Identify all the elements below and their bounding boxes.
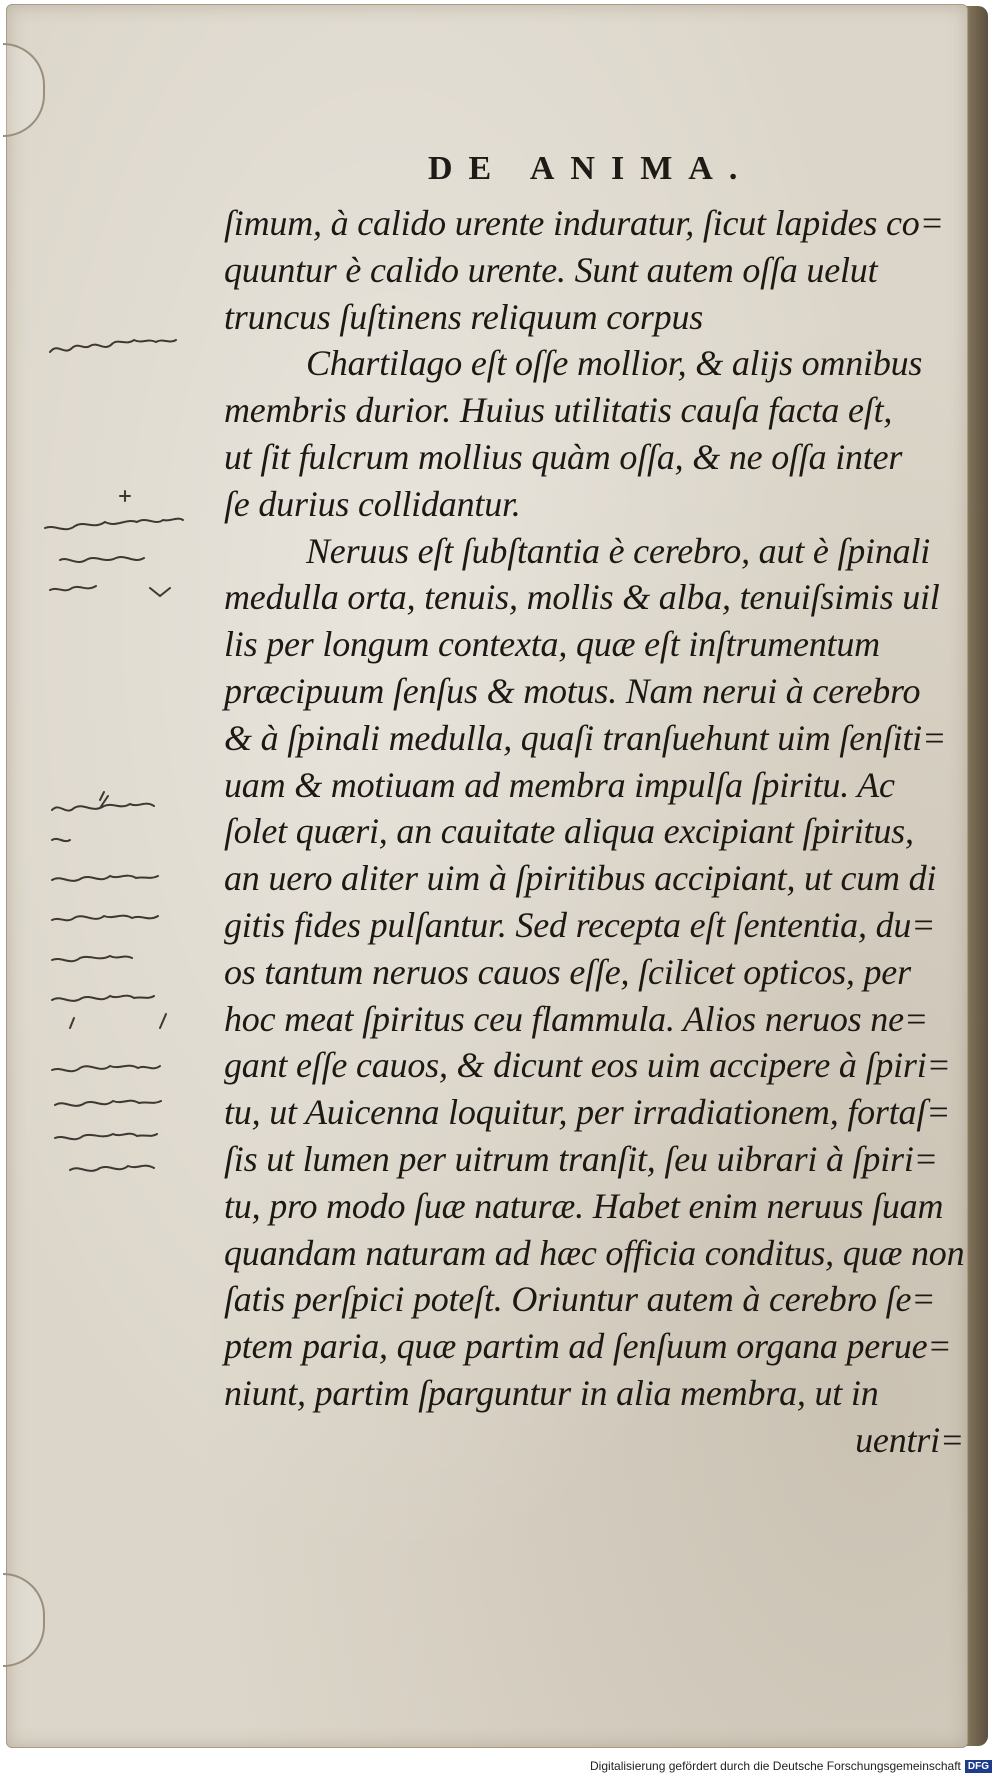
text-line: quuntur è calido urente. Sunt autem oſſa uelut: [224, 249, 878, 290]
text-line: lis per longum contexta, quæ eſt inſtrumentum: [224, 624, 880, 665]
text-line: truncus ſuſtinens reliquum corpus: [224, 296, 704, 337]
text-line: tu, ut Auicenna loquitur, per irradiationem, fortaſ=: [224, 1092, 951, 1133]
text-line: medulla orta, tenuis, mollis & alba, tenuiſsimis uil: [224, 577, 940, 618]
text-line: gitis fides pulſantur. Sed recepta eſt ſententia, du=: [224, 904, 936, 945]
text-line: hoc meat ſpiritus ceu flammula. Alios neruos ne=: [224, 998, 928, 1039]
text-line: ut ſit fulcrum mollius quàm oſſa, & ne oſſa inter: [224, 436, 903, 477]
text-line: tu, pro modo ſuæ naturæ. Habet enim neruus ſuam: [224, 1185, 944, 1226]
text-line: Neruus eſt ſubſtantia è cerebro, aut è ſpinali: [306, 530, 931, 571]
text-line: uam & motiuam ad membra impulſa ſpiritu. Ac: [224, 764, 895, 805]
text-line: ſimum, à calido urente induratur, ſicut lapides co=: [224, 203, 944, 243]
running-head: DE ANIMA.: [428, 150, 754, 187]
dfg-logo: DFG: [965, 1760, 992, 1773]
text-line: os tantum neruos cauos eſſe, ſcilicet opticos, per: [224, 951, 911, 992]
text-line: ſatis perſpici poteſt. Oriuntur autem à cerebro ſe=: [224, 1279, 936, 1320]
text-line: ſe durius collidantur.: [224, 483, 521, 524]
catchword: uentri=: [855, 1419, 964, 1460]
footer-text: Digitalisierung gefördert durch die Deutsche Forschungsgemeinschaft: [590, 1759, 961, 1773]
text-line: ptem paria, quæ partim ad ſenſuum organa perue=: [224, 1326, 952, 1367]
text-line: Chartilago eſt oſſe mollior, & alijs omnibus: [306, 343, 923, 384]
handwritten-marginalia: [30, 320, 220, 1400]
text-line: quandam naturam ad hæc officia conditus, quæ non: [224, 1232, 965, 1273]
text-line: ſolet quæri, an cauitate aliqua excipiant ſpiritus,: [224, 811, 914, 852]
text-line: ſis ut lumen per uitrum tranſit, ſeu uibrari à ſpiri=: [224, 1138, 938, 1179]
text-line: membris durior. Huius utilitatis cauſa facta eſt,: [224, 390, 893, 431]
clasp-mark-bottom: [3, 1573, 45, 1667]
text-line: niunt, partim ſparguntur in alia membra, ut in: [224, 1372, 879, 1413]
text-line: & à ſpinali medulla, quaſi tranſuehunt uim ſenſiti=: [224, 717, 947, 758]
main-text: [224, 200, 964, 1464]
digitization-footer: [590, 1759, 992, 1773]
clasp-mark-top: [3, 43, 45, 137]
text-line: præcipuum ſenſus & motus. Nam nerui à cerebro: [224, 670, 921, 711]
text-line: an uero aliter uim à ſpiritibus accipiant, ut cum di: [224, 858, 937, 899]
text-line: gant eſſe cauos, & dicunt eos uim accipere à ſpiri=: [224, 1045, 951, 1086]
